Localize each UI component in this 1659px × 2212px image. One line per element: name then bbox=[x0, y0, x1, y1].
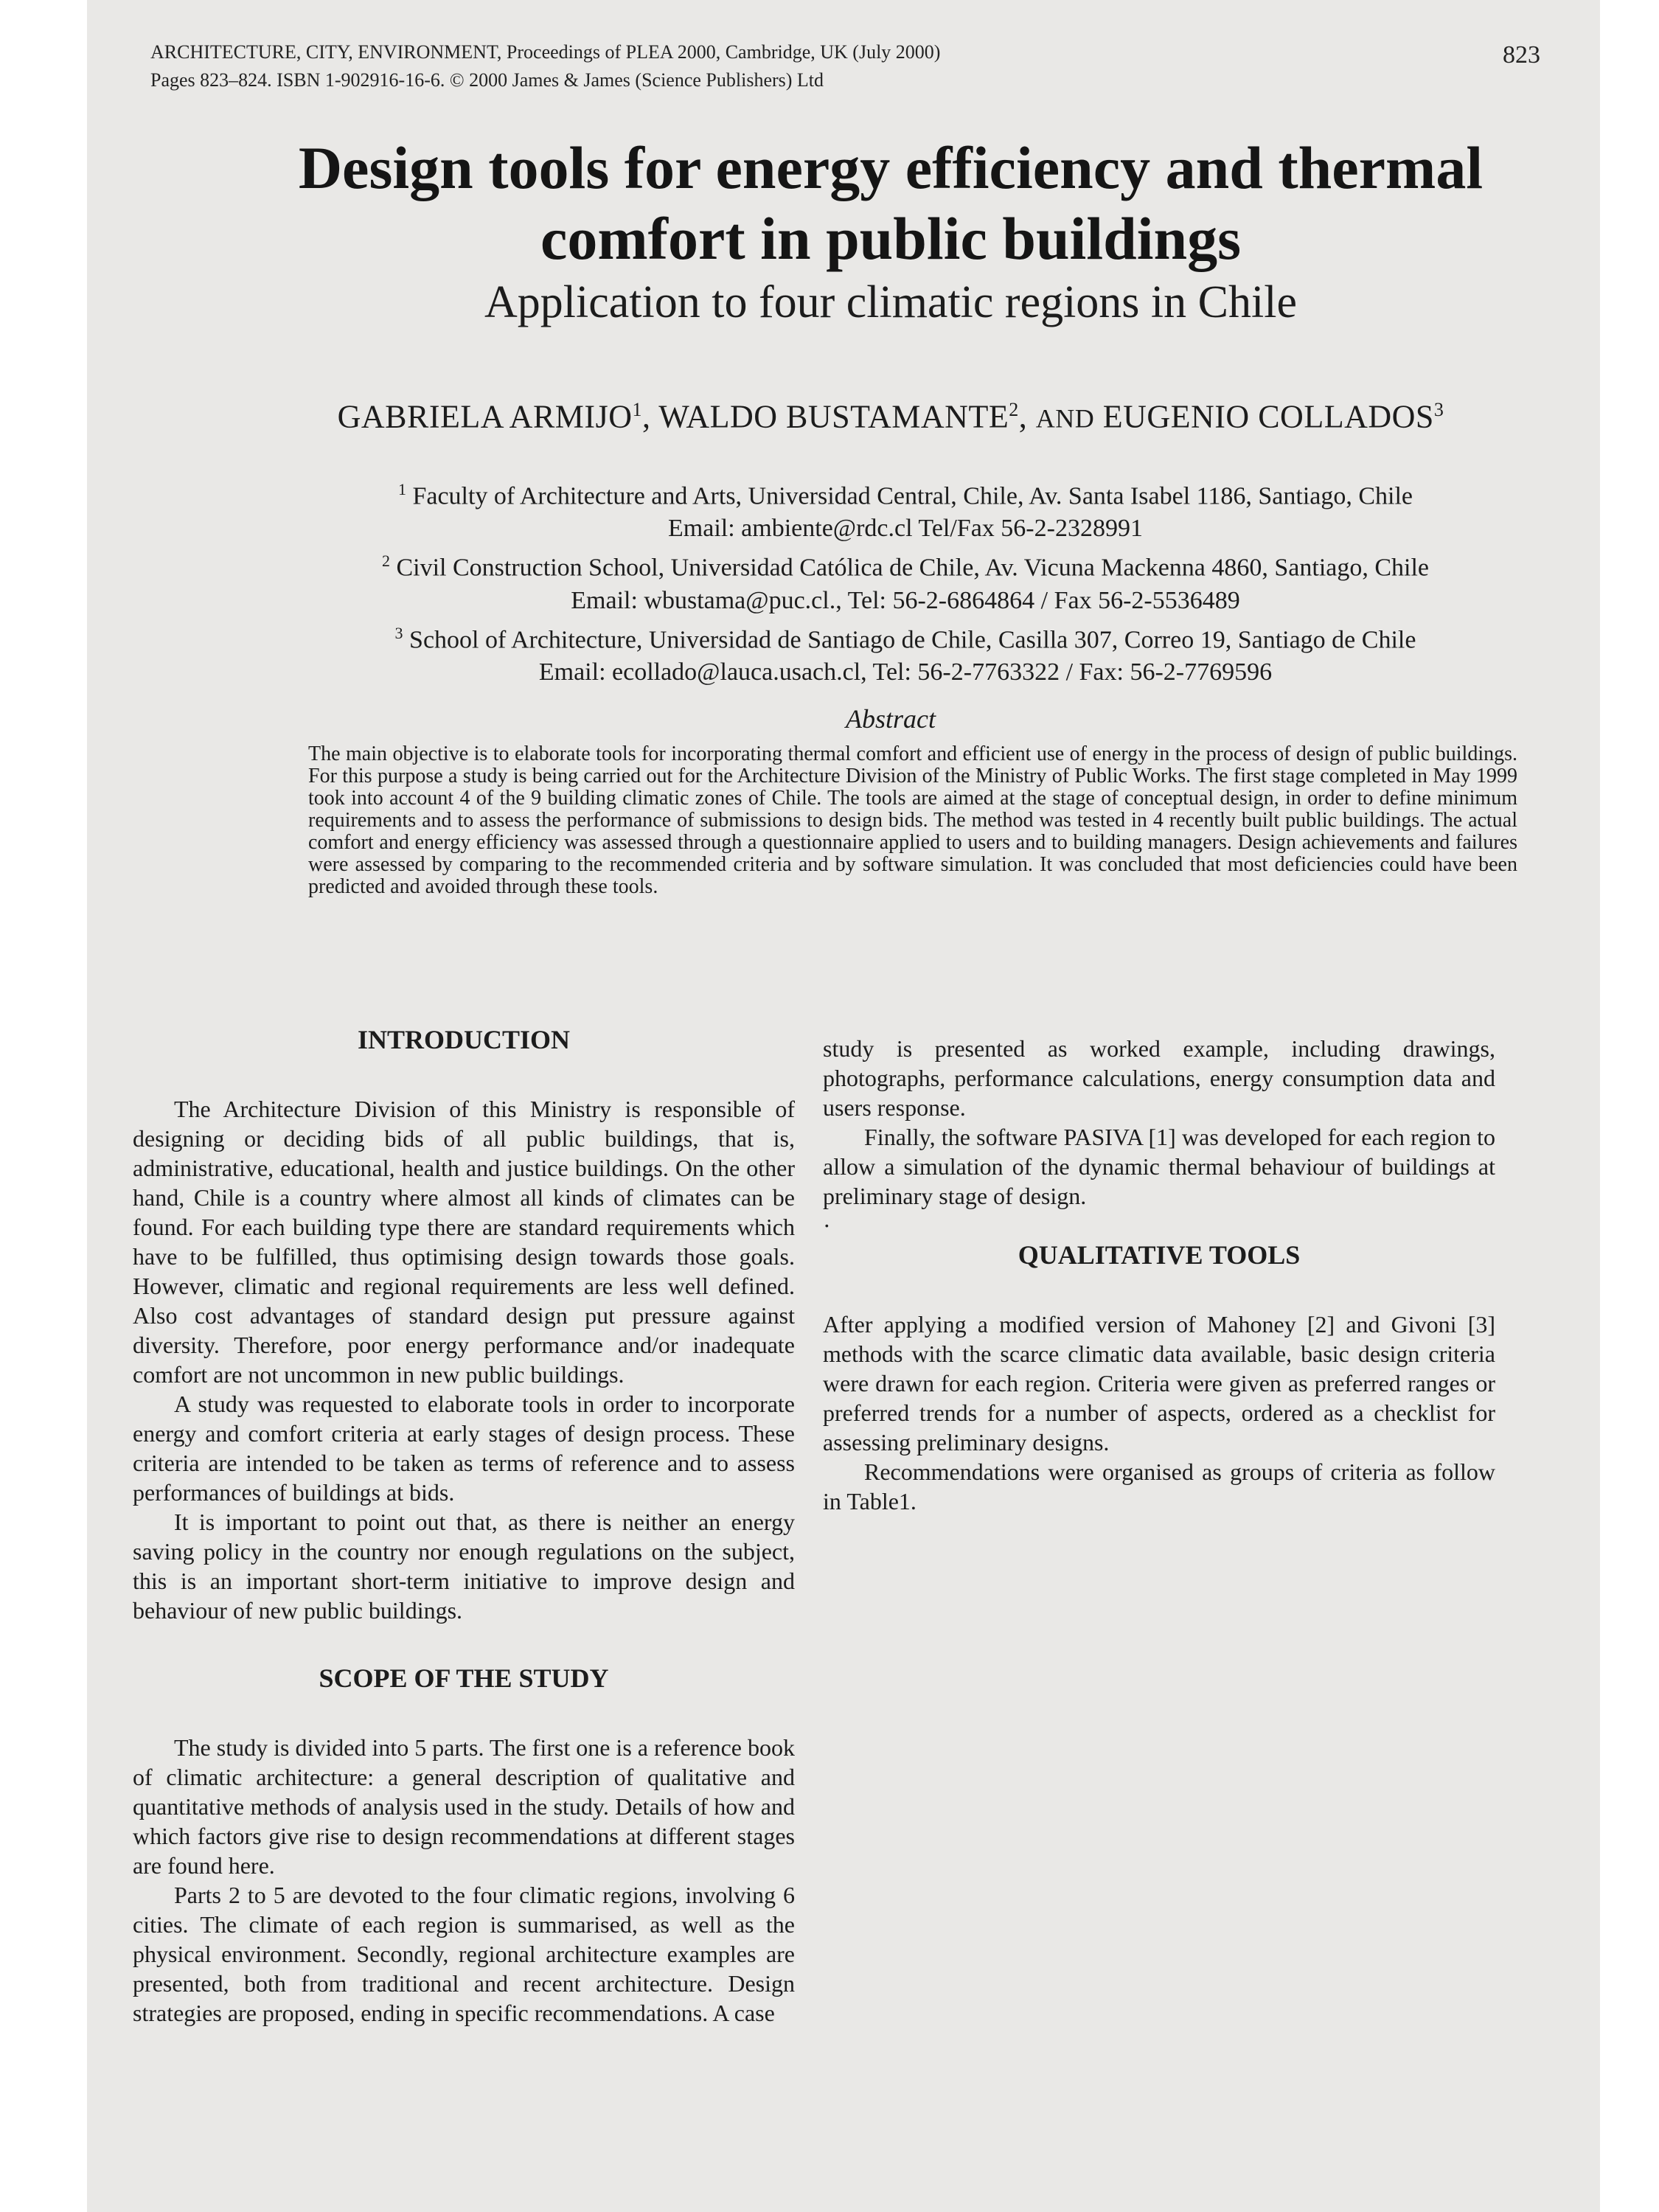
affiliation-2-contact: Email: wbustama@puc.cl., Tel: 56-2-6864864 / Fax 56-2-5536489 bbox=[571, 586, 1240, 614]
introduction-heading: INTRODUCTION bbox=[357, 1025, 571, 1054]
author-and: AND bbox=[1035, 403, 1095, 434]
paper-subtitle: Application to four climatic regions in Chile bbox=[484, 277, 1297, 327]
header-line-2: Pages 823–824. ISBN 1-902916-16-6. © 2000 James & James (Science Publishers) Ltd bbox=[150, 69, 824, 91]
author-1-sup: 1 bbox=[632, 399, 642, 420]
intro-paragraph-1: The Architecture Division of this Ministry is responsible of designing or deciding bids of all public buildings, that is, administrative, educational, health and justice buildings. On the other hand, Chile is a country where almost all kinds of climates can be found. For each building type there are standard requirements which have to be fulfilled, thus optimising design towards those goals. However, climatic and regional requirements are less well defined. Also cost advantages of standard design put pressure against diversity. Therefore, poor energy performance and/or inadequate comfort are not uncommon in new public buildings. bbox=[133, 1096, 795, 1388]
paper-page bbox=[87, 0, 1600, 2212]
page-number: 823 bbox=[1503, 41, 1540, 69]
title-line-1: Design tools for energy efficiency and thermal bbox=[298, 134, 1484, 201]
affiliation-2-text: Civil Construction School, Universidad Católica de Chile, Av. Vicuna Mackenna 4860, Santiago, Chile bbox=[396, 554, 1430, 582]
right-column bbox=[823, 1034, 1495, 1516]
affiliation-3-sup: 3 bbox=[394, 623, 403, 642]
qualitative-paragraph-2: Recommendations were organised as groups of criteria as follow in Table1. bbox=[823, 1458, 1495, 1514]
stray-dot: · bbox=[823, 1212, 831, 1239]
affiliation-3 bbox=[264, 617, 1547, 656]
abstract-text: The main objective is to elaborate tools for incorporating thermal comfort and efficient use of energy in the process of design of public buildings. For this purpose a study is being carried out for the Architecture Division of the Ministry of Public Works. The first stage completed in May 1999 took into account 4 of the 9 building climatic zones of Chile. The tools are aimed at the stage of conceptual design, in order to define minimum requirements and to assess the performance of submissions to design bids. The method was tested in 4 recently built public buildings. The actual comfort and energy efficiency was assessed through a questionnaire applied to users and to building managers. Design achievements and failures were assessed by comparing to the recommended criteria and by software simulation. It was concluded that most deficiencies could have been predicted and avoided through these tools. bbox=[308, 742, 1517, 898]
scan-margin-right bbox=[1600, 0, 1659, 2212]
intro-paragraph-3: It is important to point out that, as there is neither an energy saving policy in the country nor enough regulations on the subject, this is an important short-term initiative to improve design and behaviour of new public buildings. bbox=[133, 1509, 795, 1624]
header-line-1: ARCHITECTURE, CITY, ENVIRONMENT, Proceedings of PLEA 2000, Cambridge, UK (July 2000) bbox=[150, 41, 941, 63]
affiliation-2-sup: 2 bbox=[381, 552, 390, 571]
running-header bbox=[150, 38, 940, 94]
author-2: WALDO BUSTAMANTE bbox=[658, 398, 1009, 435]
author-2-sup: 2 bbox=[1009, 399, 1019, 420]
title-line-2: comfort in public buildings bbox=[540, 205, 1242, 272]
affiliations bbox=[264, 473, 1547, 689]
author-1: GABRIELA ARMIJO bbox=[337, 398, 633, 435]
scope-heading: SCOPE OF THE STUDY bbox=[319, 1663, 609, 1693]
affiliation-1-contact: Email: ambiente@rdc.cl Tel/Fax 56-2-2328991 bbox=[668, 515, 1143, 543]
finally-paragraph: Finally, the software PASIVA [1] was developed for each region to allow a simulation of the dynamic thermal behaviour of buildings at preliminary stage of design. bbox=[823, 1124, 1495, 1209]
affiliation-3-text: School of Architecture, Universidad de Santiago de Chile, Casilla 307, Correo 19, Santiago de Chile bbox=[409, 625, 1416, 653]
qualitative-paragraph-1: After applying a modified version of Mahoney [2] and Givoni [3] methods with the scarce climatic data available, basic design criteria were drawn for each region. Criteria were given as preferred ranges or preferred trends for a number of aspects, ordered as a checklist for assessing preliminary designs. bbox=[823, 1311, 1495, 1455]
left-column bbox=[133, 1025, 795, 2028]
qualitative-tools-heading: QUALITATIVE TOOLS bbox=[1018, 1240, 1301, 1270]
author-3: EUGENIO COLLADOS bbox=[1102, 398, 1434, 435]
affiliation-1-text: Faculty of Architecture and Arts, Universidad Central, Chile, Av. Santa Isabel 1186, Santiago, Chile bbox=[412, 482, 1413, 510]
scope-paragraph-1: The study is divided into 5 parts. The first one is a reference book of climatic architecture: a general description of qualitative and quantitative methods of analysis used in the study. Details of how and which factors give rise to design recommendations at different stages are found here. bbox=[133, 1734, 795, 1879]
intro-paragraph-2: A study was requested to elaborate tools in order to incorporate energy and comfort criteria at early stages of design process. These criteria are intended to be taken as terms of reference and to assess performances of buildings at bids. bbox=[133, 1391, 795, 1506]
affiliation-1-sup: 1 bbox=[397, 480, 406, 498]
author-list: GABRIELA ARMIJO$^1$, WALDO BUSTAMANTE$^2$, AND EUGENIO COLLADOS$^3$ bbox=[337, 398, 1444, 435]
paper-title bbox=[146, 133, 1635, 274]
affiliation-1 bbox=[264, 473, 1547, 512]
scope-paragraph-2: Parts 2 to 5 are devoted to the four climatic regions, involving 6 cities. The climate of each region is summarised, as well as the physical environment. Secondly, regional architecture examples are presented, both from traditional and recent architecture. Design strategies are proposed, ending in specific recommendations. A case bbox=[133, 1882, 795, 2026]
scan-margin-left bbox=[0, 0, 87, 2212]
affiliation-2 bbox=[264, 545, 1547, 584]
author-3-sup: 3 bbox=[1433, 399, 1444, 420]
abstract-heading: Abstract bbox=[846, 704, 936, 734]
scope-continuation: study is presented as worked example, including drawings, photographs, performance calculations, energy consumption data and users response. bbox=[823, 1035, 1495, 1121]
affiliation-3-contact: Email: ecollado@lauca.usach.cl, Tel: 56-2-7763322 / Fax: 56-2-7769596 bbox=[538, 658, 1273, 686]
